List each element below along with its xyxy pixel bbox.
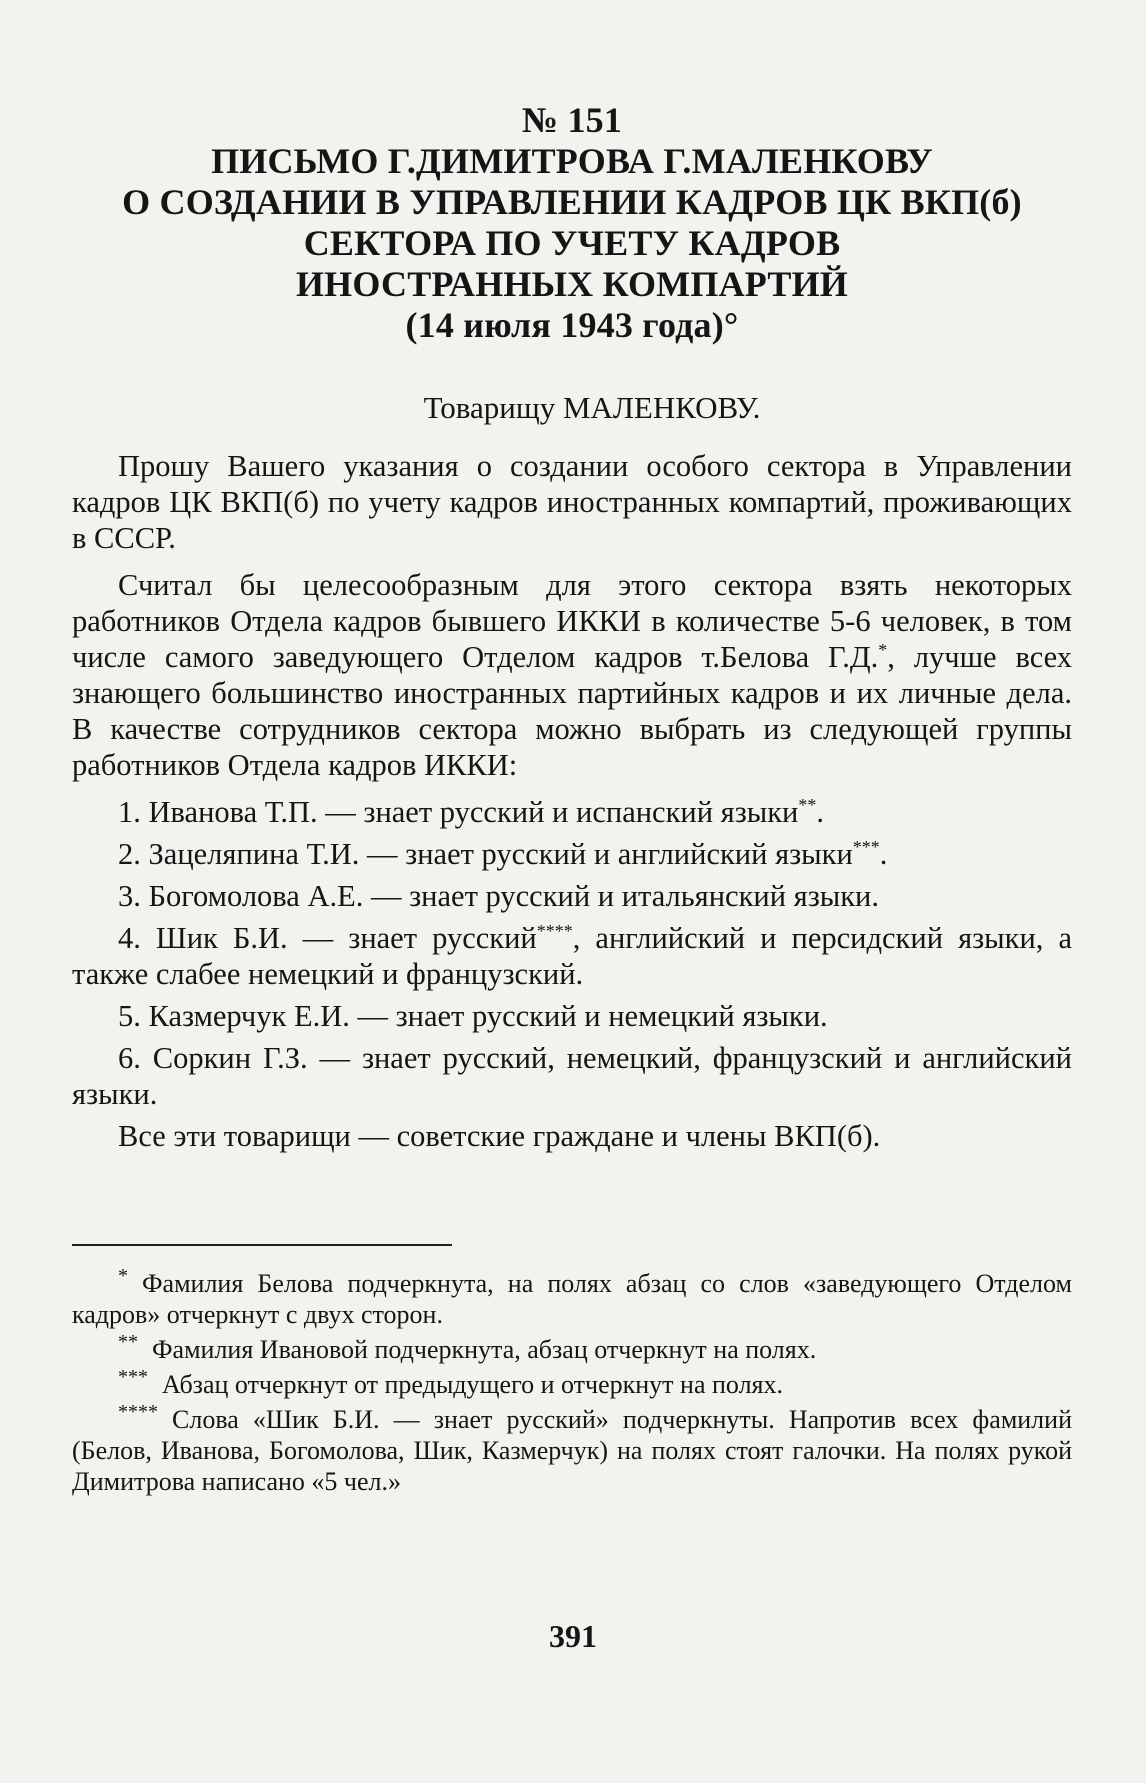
paragraph-2-text: Считал бы целесообразным для этого сектора взять некоторых работников Отдела кадров бывшего ИККИ в количестве 5-6 человек, в том числе самого заведующего Отделом кадров т.Белова Г.Д. (72, 568, 1072, 674)
list-item-text: 6. Соркин Г.З. — знает русский, немецкий, французский и английский языки. (72, 1041, 1072, 1111)
title-line-2: О СОЗДАНИИ В УПРАВЛЕНИИ КАДРОВ ЦК ВКП(б) (122, 182, 1022, 222)
document-title-block (72, 100, 1072, 346)
footnote-separator (72, 1244, 452, 1246)
footnote-ref-2: ** (798, 794, 817, 815)
document-date: (14 июля 1943 года)° (405, 305, 739, 345)
footnote-ref-3: *** (852, 836, 880, 857)
list-item-text: 3. Богомолова А.Е. — знает русский и итальянский языки. (118, 879, 879, 913)
footnote-4 (72, 1401, 1072, 1497)
list-item (72, 998, 1072, 1034)
list-item (72, 1040, 1072, 1112)
list-item-text: 2. Зацеляпина Т.И. — знает русский и английский языки (118, 837, 853, 871)
list-item (72, 878, 1072, 914)
footnote-mark: **** (118, 1401, 158, 1424)
title-line-1: ПИСЬМО Г.ДИМИТРОВА Г.МАЛЕНКОВУ (211, 141, 933, 181)
footnote-3 (72, 1366, 1072, 1400)
footnote-text: Слова «Шик Б.И. — знает русский» подчеркнуты. Напротив всех фамилий (Белов, Иванова, Богомолова, Шик, Казмерчук) на полях стоят галочки. На полях рукой Димитрова написано «5 чел.» (72, 1405, 1072, 1496)
title-line-3: СЕКТОРА ПО УЧЕТУ КАДРОВ (303, 223, 841, 263)
paragraph-1: Прошу Вашего указания о создании особого сектора в Управлении кадров ЦК ВКП(б) по учету кадров иностранных компартий, проживающих в СССР. (72, 449, 1072, 555)
footnote-ref-4: **** (536, 920, 573, 941)
closing-paragraph: Все эти товарищи — советские граждане и члены ВКП(б). (118, 1119, 881, 1153)
footnote-1 (72, 1265, 1072, 1330)
list-item-after: . (879, 837, 888, 871)
footnote-mark: * (118, 1265, 128, 1288)
paragraph-2-tail: , лучше всех знающего большинство иностранных партийных кадров и их личные дела. В качестве сотрудников сектора можно выбрать из следующей группы работников Отдела кадров ИККИ: (72, 640, 1072, 782)
list-item (72, 836, 1072, 872)
list-item-text: 1. Иванова Т.П. — знает русский и испанский языки (118, 795, 799, 829)
list-item-text: 4. Шик Б.И. — знает русский (118, 921, 537, 955)
footnote-2 (72, 1331, 1072, 1365)
list-item-after: . (816, 795, 825, 829)
footnote-ref-1: * (878, 639, 888, 660)
list-item-after: , английский и персидский языки, а также слабее немецкий и французский. (72, 921, 1072, 991)
title-line-4: ИНОСТРАННЫХ КОМПАРТИЙ (295, 264, 849, 304)
letter-body (72, 448, 1072, 1154)
footnotes (72, 1265, 1072, 1497)
footnote-mark: ** (118, 1331, 138, 1354)
list-item (72, 920, 1072, 992)
footnote-mark: *** (118, 1366, 148, 1389)
footnote-text: Фамилия Белова подчеркнута, на полях абзац со слов «заведующего Отделом кадров» отчеркнут с двух сторон. (72, 1269, 1072, 1329)
list-item-text: 5. Казмерчук Е.И. — знает русский и немецкий языки. (118, 999, 828, 1033)
paragraph-2 (72, 567, 1072, 783)
page-number: 391 (549, 1618, 597, 1654)
addressee: Товарищу МАЛЕНКОВУ. (423, 390, 761, 425)
document-number: № 151 (521, 100, 623, 140)
footnote-text: Фамилия Ивановой подчеркнута, абзац отчеркнут на полях. (152, 1335, 817, 1364)
footnote-text: Абзац отчеркнут от предыдущего и отчеркнут на полях. (162, 1370, 784, 1399)
document-page (72, 100, 1072, 1501)
list-item (72, 794, 1072, 830)
